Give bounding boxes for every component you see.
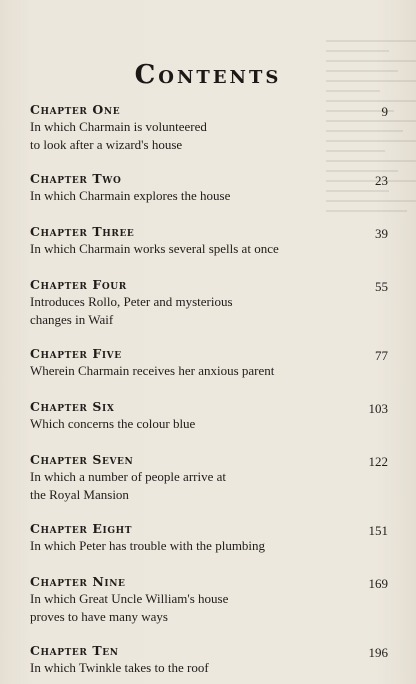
chapter-description-line: In which a number of people arrive at	[30, 469, 227, 484]
page-number: 169	[368, 576, 388, 591]
chapter-heading: Chapter Seven	[30, 452, 134, 467]
page-number: 23	[375, 173, 388, 188]
contents-title: Contents	[134, 60, 282, 90]
chapter-description-line: In which Charmain explores the house	[30, 188, 231, 203]
chapter-heading: Chapter Six	[30, 399, 115, 414]
toc-entry-chapter-nine[interactable]	[30, 572, 388, 641]
toc-entry-chapter-three[interactable]	[30, 222, 388, 275]
page-number: 77	[375, 348, 388, 363]
toc-entry-chapter-eight[interactable]	[30, 519, 388, 572]
chapter-description-line: Wherein Charmain receives her anxious parent	[30, 363, 275, 378]
chapter-description-line: In which Peter has trouble with the plumbing	[30, 538, 266, 553]
chapter-description-line: In which Charmain is volunteered	[30, 119, 207, 134]
chapter-description-line: Introduces Rollo, Peter and mysterious	[30, 294, 233, 309]
page-number: 55	[375, 279, 388, 294]
page-number: 103	[368, 401, 388, 416]
chapter-description-line: to look after a wizard's house	[30, 137, 183, 152]
chapter-description-line: In which Twinkle takes to the roof	[30, 660, 209, 675]
toc-entry-chapter-ten[interactable]	[30, 641, 388, 681]
page-number: 122	[368, 454, 388, 469]
chapter-description-line: In which Charmain works several spells at once	[30, 241, 279, 256]
chapter-heading: Chapter Ten	[30, 643, 119, 658]
chapter-description-line: proves to have many ways	[30, 609, 168, 624]
toc-entry-chapter-six[interactable]	[30, 397, 388, 450]
toc-entry-chapter-one[interactable]	[30, 100, 388, 169]
chapter-heading: Chapter Three	[30, 224, 135, 239]
page-number: 9	[381, 104, 388, 119]
chapter-description-line: the Royal Mansion	[30, 487, 129, 502]
toc-entry-chapter-seven[interactable]	[30, 450, 388, 519]
chapter-heading: Chapter One	[30, 102, 121, 117]
chapter-heading: Chapter Two	[30, 171, 122, 186]
chapter-description-line: Which concerns the colour blue	[30, 416, 196, 431]
chapter-heading: Chapter Nine	[30, 574, 126, 589]
toc-entry-chapter-two[interactable]	[30, 169, 388, 222]
chapter-description-line: changes in Waif	[30, 312, 114, 327]
toc-entry-chapter-four[interactable]	[30, 275, 388, 344]
contents-list	[30, 100, 388, 681]
page-number: 151	[368, 523, 388, 538]
chapter-heading: Chapter Eight	[30, 521, 133, 536]
page-number: 39	[375, 226, 388, 241]
chapter-heading: Chapter Four	[30, 277, 127, 292]
page-number: 196	[368, 645, 388, 660]
chapter-heading: Chapter Five	[30, 346, 122, 361]
toc-entry-chapter-five[interactable]	[30, 344, 388, 397]
chapter-description-line: In which Great Uncle William's house	[30, 591, 229, 606]
